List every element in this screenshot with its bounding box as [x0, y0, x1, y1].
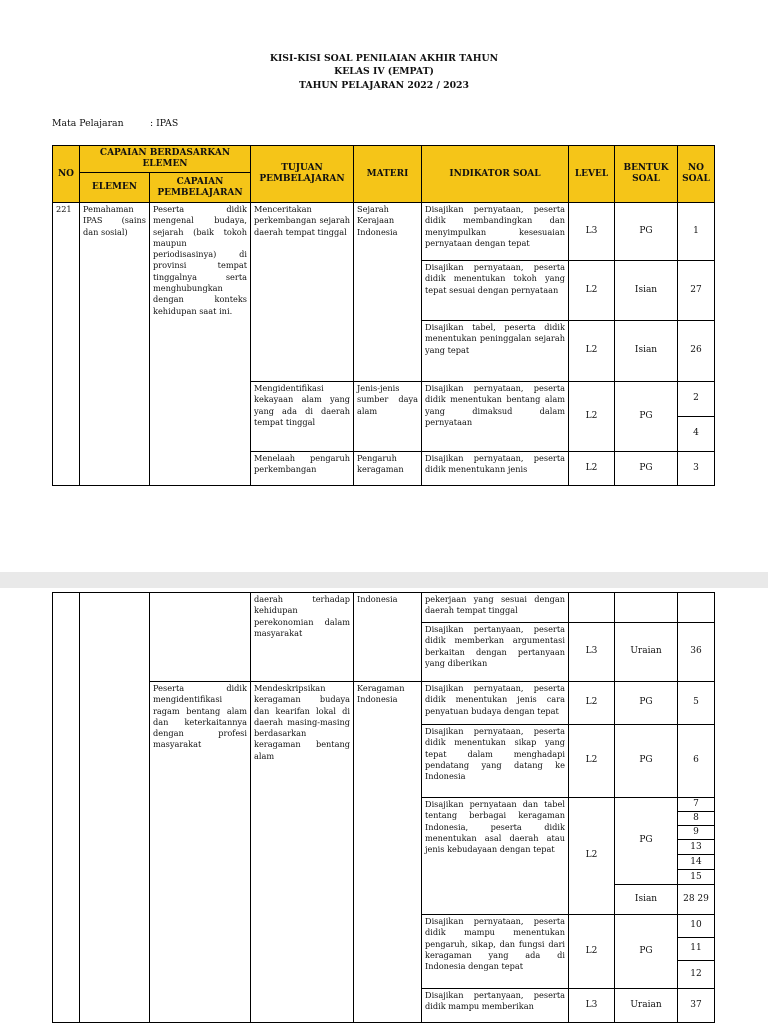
header-level: LEVEL — [569, 146, 615, 203]
bentuk-cell: PG — [615, 203, 678, 261]
materi-cell: Pengaruh keragaman — [354, 452, 422, 486]
nosoal-cell: 27 — [678, 261, 715, 321]
tujuan-cell: Mendeskripsikan keragaman budaya dan kearifan lokal di daerah masing-masing berdasarkan keragaman bentang alam — [251, 682, 354, 1023]
level-cell: L3 — [569, 623, 615, 682]
row-no — [53, 593, 80, 1023]
elemen-cell — [80, 593, 150, 1023]
header-cp: CAPAIAN PEMBELAJARAN — [150, 173, 251, 203]
tujuan-cell: daerah terhadap kehidupan perekonomian dalam masyarakat — [251, 593, 354, 682]
capaian-cell: Peserta didik mengidentifikasi ragam bentang alam dan keterkaitannya dengan profesi masyarakat — [150, 682, 251, 1023]
level-cell: L2 — [569, 915, 615, 989]
indikator-cell: Disajikan pernyataan, peserta didik membandingkan dan menyimpulkan kesesuaian pernyataan dengan tepat — [422, 203, 569, 261]
kisi-kisi-table-page2 — [52, 592, 715, 1023]
bentuk-cell — [615, 593, 678, 623]
nosoal-cell: 5 — [678, 682, 715, 725]
nosoal-cell: 13 — [678, 840, 715, 855]
materi-cell: Keragaman Indonesia — [354, 682, 422, 1023]
nosoal-cell: 2 — [678, 382, 715, 417]
bentuk-cell: PG — [615, 798, 678, 885]
nosoal-cell: 15 — [678, 870, 715, 885]
level-cell: L2 — [569, 798, 615, 915]
nosoal-cell: 36 — [678, 623, 715, 682]
indikator-cell: Disajikan pertanyaan, peserta didik memberkan argumentasi berkaitan dengan pertanyaan yang diberikan — [422, 623, 569, 682]
nosoal-cell: 3 — [678, 452, 715, 486]
bentuk-cell: Uraian — [615, 623, 678, 682]
header-materi: MATERI — [354, 146, 422, 203]
row-no: 221 — [53, 203, 80, 486]
level-cell: L2 — [569, 682, 615, 725]
nosoal-cell: 7 — [678, 798, 715, 812]
header-elemen: ELEMEN — [80, 173, 150, 203]
elemen-cell: Pemahaman IPAS (sains dan sosial) — [80, 203, 150, 486]
capaian-cell: Peserta didik mengenal budaya, sejarah (baik tokoh maupun periodisasinya) di provinsi tempat tinggalnya serta menghubungkan dengan konteks kehidupan saat ini. — [150, 203, 251, 486]
indikator-cell: Disajikan pernyataan, peserta didik menentukan sikap yang tepat dalam menghadapi pendatang yang datang ke Indonesia — [422, 725, 569, 798]
doc-class: KELAS IV (EMPAT) — [334, 66, 434, 77]
tujuan-cell: Menceritakan perkembangan sejarah daerah tempat tinggal — [251, 203, 354, 382]
level-cell: L2 — [569, 725, 615, 798]
bentuk-cell: PG — [615, 382, 678, 452]
level-cell: L3 — [569, 203, 615, 261]
header-bentuk: BENTUK SOAL — [615, 146, 678, 203]
materi-cell: Indonesia — [354, 593, 422, 682]
header-indikator: INDIKATOR SOAL — [422, 146, 569, 203]
bentuk-cell: PG — [615, 682, 678, 725]
nosoal-cell: 12 — [678, 961, 715, 989]
nosoal-cell: 10 — [678, 915, 715, 938]
bentuk-cell: Uraian — [615, 989, 678, 1023]
tujuan-cell: Mengidentifikasi kekayaan alam yang yang ada di daerah tempat tinggal — [251, 382, 354, 452]
materi-cell: Jenis-jenis sumber daya alam — [354, 382, 422, 452]
nosoal-cell: 1 — [678, 203, 715, 261]
level-cell: L2 — [569, 382, 615, 452]
nosoal-cell: 4 — [678, 417, 715, 452]
bentuk-cell: PG — [615, 725, 678, 798]
indikator-cell: Disajikan pernyataan dan tabel tentang berbagai keragaman Indonesia, peserta didik menentukan asal daerah atau jenis kebudayaan dengan tepat — [422, 798, 569, 915]
doc-title: KISI-KISI SOAL PENILAIAN AKHIR TAHUN — [269, 53, 499, 64]
bentuk-cell: PG — [615, 452, 678, 486]
level-cell: L2 — [569, 261, 615, 321]
bentuk-cell: PG — [615, 915, 678, 989]
header-tujuan: TUJUAN PEMBELAJARAN — [251, 146, 354, 203]
doc-year: TAHUN PELAJARAN 2022 / 2023 — [299, 80, 469, 91]
level-cell: L2 — [569, 452, 615, 486]
bentuk-cell: Isian — [615, 885, 678, 915]
header-nosoal: NO SOAL — [678, 146, 715, 203]
indikator-cell: Disajikan pernyataan, peserta didik mampu menentukan pengaruh, sikap, dan fungsi dari keragaman yang ada di Indonesia dengan tepat — [422, 915, 569, 989]
indikator-cell: Disajikan pernyataan, peserta didik menentukann jenis — [422, 452, 569, 486]
indikator-cell: pekerjaan yang sesuai dengan daerah tempat tinggal — [422, 593, 569, 623]
bentuk-cell: Isian — [615, 261, 678, 321]
subject-value: : IPAS — [150, 118, 179, 129]
indikator-cell: Disajikan pernyataan, peserta didik menentukan jenis cara penyatuan budaya dengan tepat — [422, 682, 569, 725]
nosoal-cell: 37 — [678, 989, 715, 1023]
level-cell: L2 — [569, 321, 615, 382]
nosoal-cell: 28 29 — [678, 885, 715, 915]
bentuk-cell: Isian — [615, 321, 678, 382]
nosoal-cell: 9 — [678, 826, 715, 840]
indikator-cell: Disajikan pernyataan, peserta didik menentukan tokoh yang tepat sesuai dengan pernyataan — [422, 261, 569, 321]
nosoal-cell: 26 — [678, 321, 715, 382]
level-cell: L3 — [569, 989, 615, 1023]
nosoal-cell: 14 — [678, 855, 715, 870]
nosoal-cell: 11 — [678, 938, 715, 961]
nosoal-cell: 6 — [678, 725, 715, 798]
nosoal-cell: 8 — [678, 812, 715, 826]
indikator-cell: Disajikan pernyataan, peserta didik menentukan bentang alam yang dimaksud dalam pernyataan — [422, 382, 569, 452]
header-capaian: CAPAIAN BERDASARKAN ELEMEN — [80, 146, 251, 173]
document-page-2 — [0, 588, 768, 1024]
subject-label: Mata Pelajaran — [52, 118, 124, 129]
nosoal-cell — [678, 593, 715, 623]
tujuan-cell: Menelaah pengaruh perkembangan — [251, 452, 354, 486]
indikator-cell: Disajikan pertanyaan, peserta didik mampu memberikan — [422, 989, 569, 1023]
header-no: NO — [53, 146, 80, 203]
capaian-cell — [150, 593, 251, 682]
kisi-kisi-table-page1 — [52, 145, 715, 486]
materi-cell: Sejarah Kerajaan Indonesia — [354, 203, 422, 382]
indikator-cell: Disajikan tabel, peserta didik menentukan peninggalan sejarah yang tepat — [422, 321, 569, 382]
level-cell — [569, 593, 615, 623]
